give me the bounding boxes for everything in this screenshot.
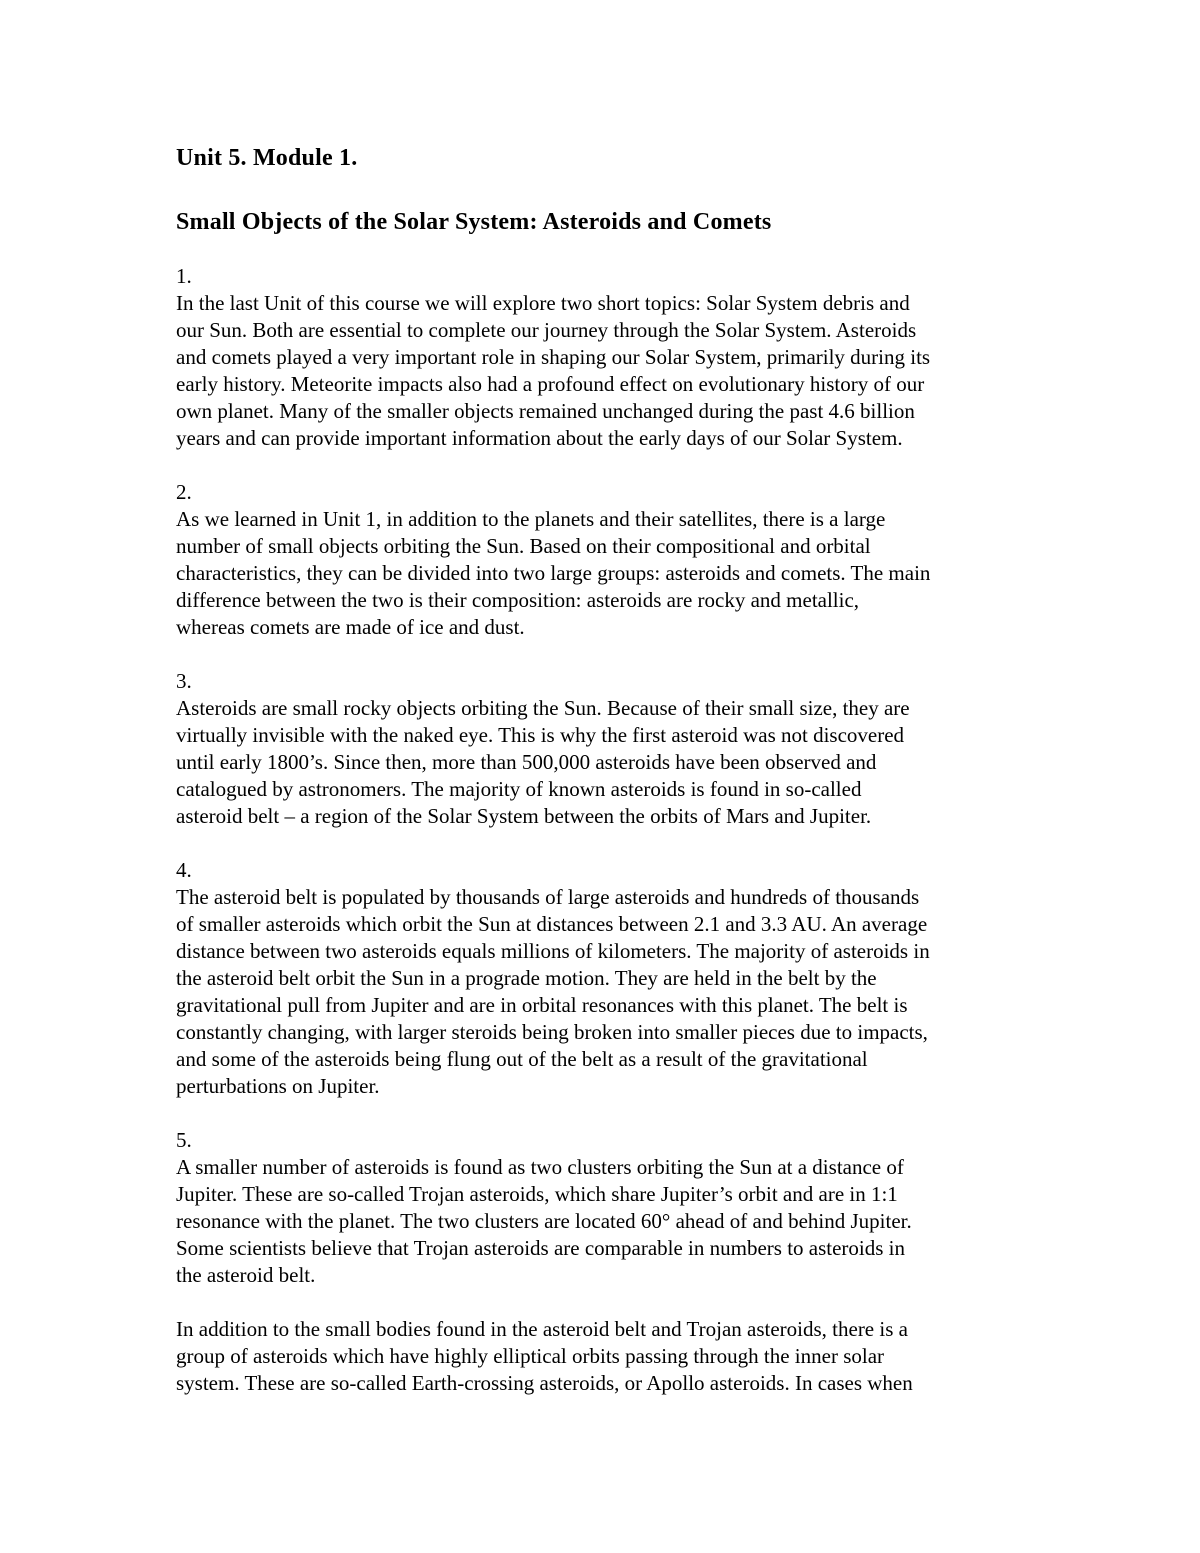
section-number: 3. <box>176 669 192 693</box>
section-paragraph: The asteroid belt is populated by thousands of large asteroids and hundreds of thousands of smaller asteroids which orbit the Sun at distances between 2.1 and 3.3 AU. An average distance between two asteroids equals millions of kilometers. The majority of asteroids in the asteroid belt orbit the Sun in a prograde motion. They are held in the belt by the gravitational pull from Jupiter and are in orbital resonances with this planet. The belt is constantly changing, with larger steroids being broken into smaller pieces due to impacts, and some of the asteroids being flung out of the belt as a result of the gravitational perturbations on Jupiter. <box>176 885 930 1098</box>
section-paragraph: As we learned in Unit 1, in addition to the planets and their satellites, there is a large number of small objects orbiting the Sun. Based on their compositional and orbital characteristics, they can be divided into two large groups: asteroids and comets. The main difference between the two is their composition: asteroids are rocky and metallic, whereas comets are made of ice and dust. <box>176 507 931 639</box>
section-number: 4. <box>176 858 192 882</box>
section-3 <box>176 668 1046 830</box>
section-number: 5. <box>176 1128 192 1152</box>
section-number: 1. <box>176 264 192 288</box>
section-5-continued <box>176 1316 1046 1397</box>
section-2 <box>176 479 1046 641</box>
section-5 <box>176 1127 1046 1289</box>
section-4 <box>176 857 1046 1100</box>
section-1 <box>176 263 1046 452</box>
module-title: Small Objects of the Solar System: Asteroids and Comets <box>176 209 772 235</box>
section-paragraph: A smaller number of asteroids is found as two clusters orbiting the Sun at a distance of Jupiter. These are so-called Trojan asteroids, which share Jupiter’s orbit and are in 1:1 resonance with the planet. The two clusters are located 60° ahead of and behind Jupiter. Some scientists believe that Trojan asteroids are comparable in numbers to asteroids in the asteroid belt. <box>176 1155 912 1287</box>
section-number: 2. <box>176 480 192 504</box>
unit-title: Unit 5. Module 1. <box>176 145 358 171</box>
section-paragraph: Asteroids are small rocky objects orbiting the Sun. Because of their small size, they are virtually invisible with the naked eye. This is why the first asteroid was not discovered until early 1800’s. Since then, more than 500,000 asteroids have been observed and catalogued by astronomers. The majority of known asteroids is found in so-called asteroid belt – a region of the Solar System between the orbits of Mars and Jupiter. <box>176 696 910 828</box>
section-paragraph: In the last Unit of this course we will explore two short topics: Solar System debris and our Sun. Both are essential to complete our journey through the Solar System. Asteroids and comets played a very important role in shaping our Solar System, primarily during its early history. Meteorite impacts also had a profound effect on evolutionary history of our own planet. Many of the smaller objects remained unchanged during the past 4.6 billion years and can provide important information about the early days of our Solar System. <box>176 291 931 450</box>
document-content <box>176 143 1046 1397</box>
section-paragraph: In addition to the small bodies found in the asteroid belt and Trojan asteroids, there is a group of asteroids which have highly elliptical orbits passing through the inner solar system. These are so-called Earth-crossing asteroids, or Apollo asteroids. In cases when <box>176 1317 913 1395</box>
